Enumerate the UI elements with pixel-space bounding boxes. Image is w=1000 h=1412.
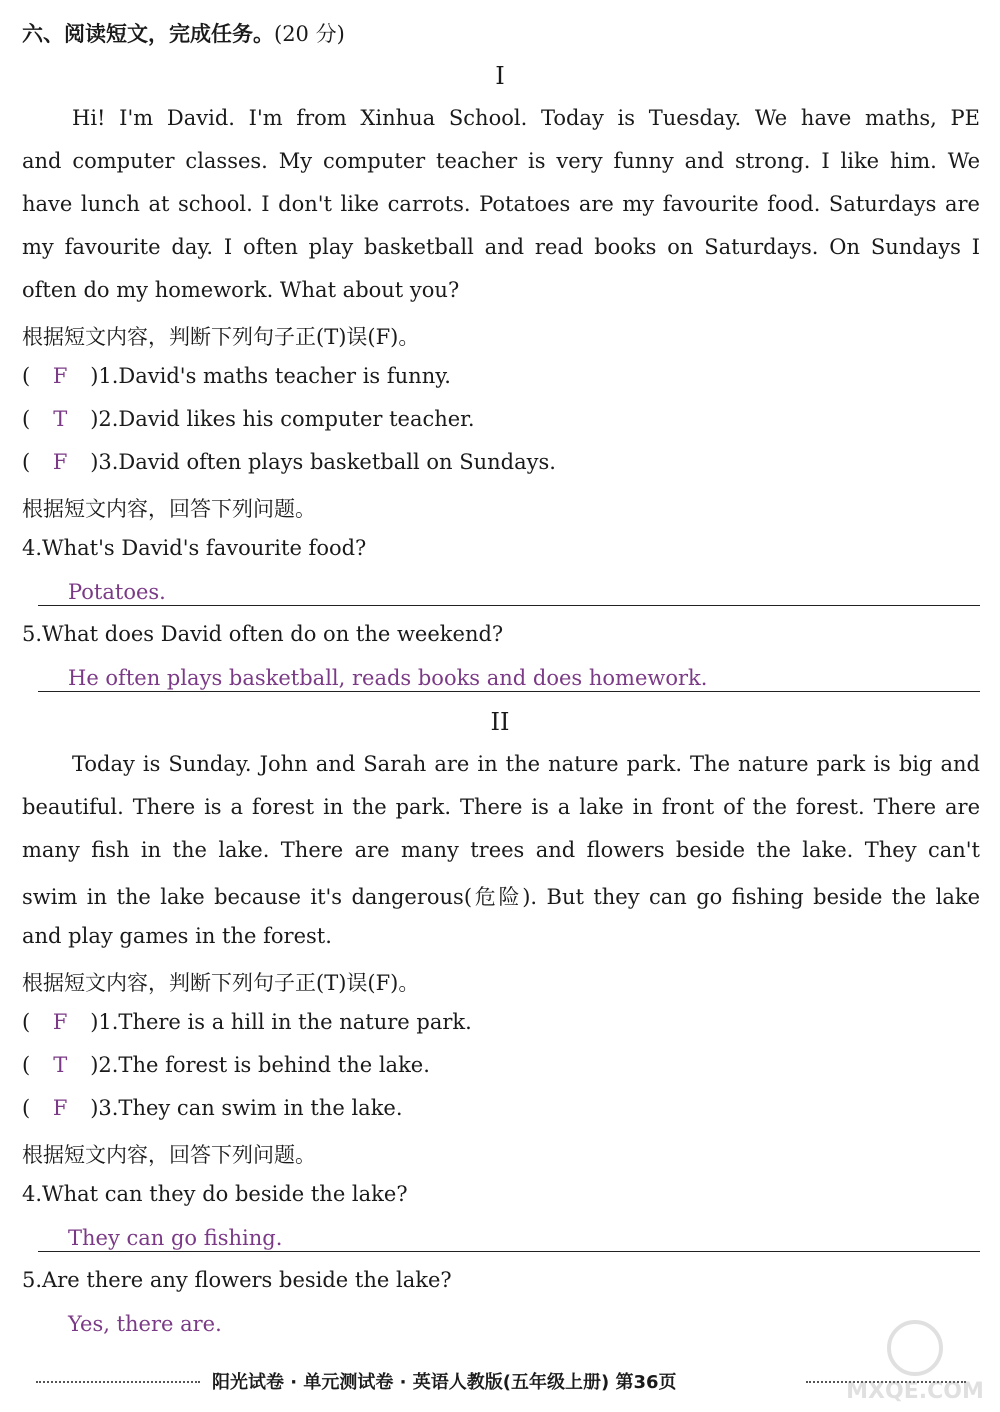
- part1-tf-item: [22, 450, 980, 474]
- answer-underline: [38, 691, 980, 692]
- part2-tf-item: [22, 1053, 980, 1077]
- part1-qa-instruction: 根据短文内容，回答下列问题。: [22, 497, 316, 521]
- tf-statement: )1.There is a hill in the nature park.: [90, 1010, 472, 1034]
- part1-passage-line: often do my homework. What about you?: [22, 278, 460, 302]
- part1-tf-item: [22, 407, 980, 431]
- tf-answer: F: [52, 450, 68, 474]
- section-title: 六、阅读短文，完成任务。: [22, 21, 274, 46]
- tf-answer: T: [53, 407, 68, 431]
- part2-question-4: 4.What can they do beside the lake?: [22, 1182, 408, 1206]
- part2-answer-5: Yes, there are.: [68, 1312, 222, 1336]
- open-paren: (: [22, 1096, 31, 1120]
- section-points: (20 分): [274, 22, 345, 46]
- watermark-logo-icon: [840, 1318, 990, 1408]
- part2-tf-item: [22, 1010, 980, 1034]
- svg-text:MXQE.COM: MXQE.COM: [846, 1379, 984, 1404]
- part2-tf-item: [22, 1096, 980, 1120]
- part1-question-4: 4.What's David's favourite food?: [22, 536, 367, 560]
- part1-passage-line: my favourite day. I often play basketball and read books on Saturdays. On Sundays I: [22, 235, 980, 259]
- part1-numeral: I: [495, 62, 505, 90]
- tf-statement: )1.David's maths teacher is funny.: [90, 364, 451, 388]
- part2-passage-line: many fish in the lake. There are many trees and flowers beside the lake. They can't: [22, 838, 980, 862]
- section-header: [22, 18, 345, 48]
- tf-answer: F: [52, 364, 68, 388]
- tf-answer: T: [53, 1053, 68, 1077]
- open-paren: (: [22, 364, 31, 388]
- answer-underline: [38, 1251, 980, 1252]
- tf-statement: )2.The forest is behind the lake.: [90, 1053, 430, 1077]
- open-paren: (: [22, 1053, 31, 1077]
- part2-tf-instruction: 根据短文内容，判断下列句子正(T)误(F)。: [22, 971, 420, 995]
- part2-question-5: 5.Are there any flowers beside the lake?: [22, 1268, 452, 1292]
- part2-passage-line: beautiful. There is a forest in the park. There is a lake in front of the forest. There are: [22, 795, 980, 819]
- tf-answer: F: [52, 1096, 68, 1120]
- part1-passage-line: have lunch at school. I don't like carrots. Potatoes are my favourite food. Saturdays are: [22, 192, 980, 216]
- open-paren: (: [22, 450, 31, 474]
- tf-statement: )3.David often plays basketball on Sundays.: [90, 450, 556, 474]
- open-paren: (: [22, 1010, 31, 1034]
- tf-statement: )3.They can swim in the lake.: [90, 1096, 403, 1120]
- part2-passage-line: swim in the lake because it's dangerous(危险). But they can go fishing beside the lake: [22, 885, 980, 909]
- part2-passage-line: and play games in the forest.: [22, 924, 332, 948]
- part1-tf-instruction: 根据短文内容，判断下列句子正(T)误(F)。: [22, 325, 420, 349]
- part1-answer-4: Potatoes.: [68, 580, 166, 604]
- part2-numeral: II: [490, 708, 510, 736]
- footer-dots-left: [36, 1381, 200, 1383]
- part1-passage-line: and computer classes. My computer teacher is very funny and strong. I like him. We: [22, 149, 980, 173]
- part2-qa-instruction: 根据短文内容，回答下列问题。: [22, 1143, 316, 1167]
- tf-answer: F: [52, 1010, 68, 1034]
- tf-statement: )2.David likes his computer teacher.: [90, 407, 475, 431]
- part2-passage-line: Today is Sunday. John and Sarah are in the nature park. The nature park is big and: [72, 752, 980, 776]
- part1-question-5: 5.What does David often do on the weekend?: [22, 622, 504, 646]
- part1-tf-item: [22, 364, 980, 388]
- footer-text: 阳光试卷 · 单元测试卷 · 英语人教版(五年级上册) 第36页: [212, 1372, 677, 1393]
- answer-underline: [38, 605, 980, 606]
- open-paren: (: [22, 407, 31, 431]
- part1-answer-5: He often plays basketball, reads books and does homework.: [68, 666, 708, 690]
- part2-answer-4: They can go fishing.: [68, 1226, 283, 1250]
- part1-passage-line: Hi! I'm David. I'm from Xinhua School. Today is Tuesday. We have maths, PE: [72, 106, 980, 130]
